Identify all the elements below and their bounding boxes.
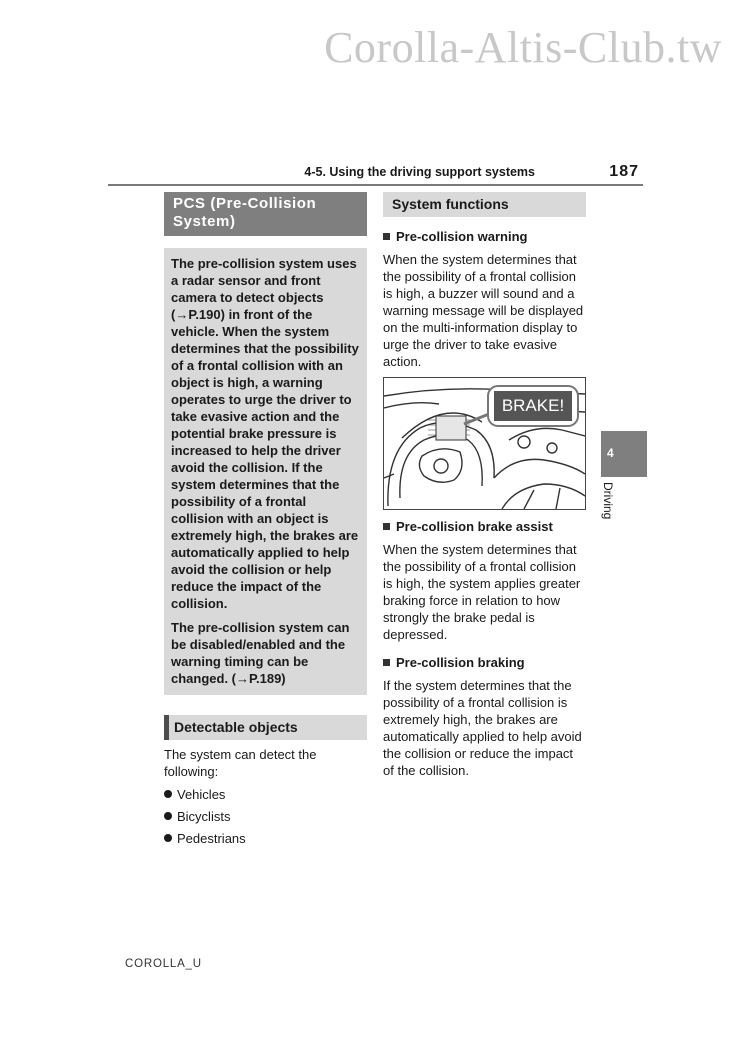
bullet-icon (164, 812, 172, 820)
pre-collision-warning-heading: Pre-collision warning (383, 228, 586, 245)
pre-collision-braking-text: If the system determines that the possibility of a frontal collision is extremely high, the brakes are automatically applied to help avoid the collision or reduce the impact of the collision. (383, 678, 582, 778)
pre-collision-warning-text: When the system determines that the possibility of a frontal collision is high, a buzzer will sound and a warning message will be displayed on the multi-information display to urge the driver to take evasive action. (383, 252, 584, 369)
watermark: Corolla-Altis-Club.tw (324, 23, 722, 72)
list-item: Vehicles (164, 786, 367, 803)
brake-assist-heading: Pre-collision brake assist (383, 518, 586, 535)
detectable-objects-text: The system can detect the following: (164, 747, 317, 779)
intro-paragraph-2: The pre-collision system can be disabled/enabled and the warning timing can be changed. (→P.189) (171, 620, 350, 686)
left-column (164, 192, 367, 852)
pre-collision-braking-heading: Pre-collision braking (383, 654, 586, 671)
detectable-objects-heading: Detectable objects (164, 715, 367, 740)
running-header (108, 160, 643, 186)
brake-warning-illustration (383, 377, 586, 510)
chapter-number: 4 (607, 446, 614, 460)
list-item: Bicyclists (164, 808, 367, 825)
bullet-icon (164, 790, 172, 798)
square-bullet-icon (383, 523, 390, 530)
list-item: Pedestrians (164, 830, 367, 847)
square-bullet-icon (383, 659, 390, 666)
brake-warning-label: BRAKE! (501, 396, 565, 415)
square-bullet-icon (383, 233, 390, 240)
brake-assist-text: When the system determines that the possibility of a frontal collision is high, the system applies greater braking force in relation to how strongly the brake pedal is depressed. (383, 542, 581, 642)
intro-paragraph-1: The pre-collision system uses a radar sensor and front camera to detect objects (→P.190) in front of the vehicle. When the system determines that the possibility of a frontal collision with an object is high, a warning operates to urge the driver to take evasive action and the potential brake pressure is increased to help the driver avoid the collision. If the system determines that the possibility of a frontal collision with an object is extremely high, the brakes are automatically applied to help avoid the collision or help reduce the impact of the collision. (171, 256, 359, 611)
intro-box (164, 248, 367, 695)
footer-code: COROLLA_U (125, 958, 202, 970)
detectable-objects-list (164, 786, 367, 847)
right-column (383, 192, 586, 779)
bullet-icon (164, 834, 172, 842)
system-functions-heading: System functions (383, 192, 586, 217)
section-reference: 4-5. Using the driving support systems (304, 165, 535, 179)
chapter-tab (601, 431, 647, 477)
page-number: 187 (609, 163, 639, 180)
chapter-label: Driving (601, 482, 615, 520)
section-title: PCS (Pre-Collision System) (164, 192, 367, 236)
